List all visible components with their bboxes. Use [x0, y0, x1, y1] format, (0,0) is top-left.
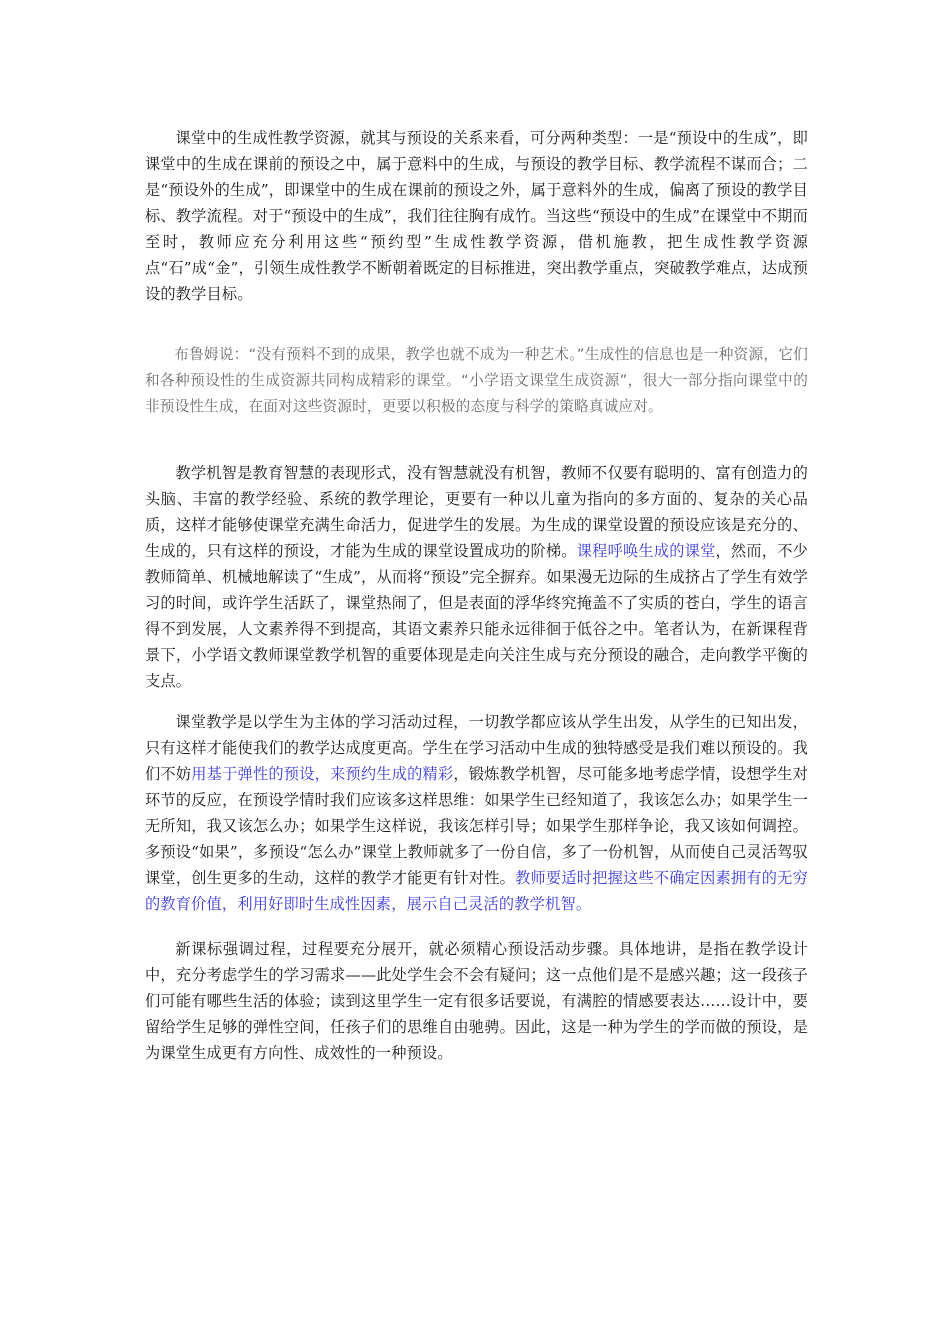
paragraph-student-centered: [145, 709, 808, 917]
link-teaching-value[interactable]: 教师要适时把握这些不确定因素拥有的无穷的教育价值，利用好即时生成性因素，展示自己灵活的教学机智。: [145, 869, 808, 913]
paragraph-new-curriculum: 新课标强调过程，过程要充分展开，就必须精心预设活动步骤。具体地讲，是指在教学设计中，充分考虑学生的学习需求——此处学生会不会有疑问；这一点他们是不是感兴趣；这一段孩子们可能有哪些生活的体验；读到这里学生一定有很多话要说，有满腔的情感要表达……设计中，要留给学生足够的弹性空间，任孩子们的思维自由驰骋。因此，这是一种为学生的学而做的预设，是为课堂生成更有方向性、成效性的一种预设。: [145, 940, 808, 1062]
paragraph-generative-resources: 课堂中的生成性教学资源，就其与预设的关系来看，可分两种类型：一是“预设中的生成”，即课堂中的生成在课前的预设之中，属于意料中的生成，与预设的教学目标、教学流程不谋而合；二是“预设外的生成”，即课堂中的生成在课前的预设之外，属于意料外的生成，偏离了预设的教学目标、教学流程。对于“预设中的生成”，我们往往胸有成竹。当这些“预设中的生成”在课堂中不期而至时，教师应充分利用这些“预约型”生成性教学资源，借机施教，把生成性教学资源点“石”成“金”，引领生成性教学不断朝着既定的目标推进，突出教学重点，突破教学难点，达成预设的教学目标。: [145, 129, 808, 303]
paragraph-text: 教学机智是教育智慧的表现形式，没有智慧就没有机智，教师不仅要有聪明的、富有创造力的头脑、丰富的教学经验、系统的教学理论，更要有一种以儿童为指向的多方面的、复杂的关心品质，这样才能够使课堂充满生命活力，促进学生的发展。为生成的课堂设置的预设应该是充分的、生成的，只有这样的预设，才能为生成的课堂设置成功的阶梯。: [145, 464, 808, 560]
paragraph-bloom-quote: 布鲁姆说：“没有预料不到的成果，教学也就不成为一种艺术。”生成性的信息也是一种资源，它们和各种预设性的生成资源共同构成精彩的课堂。“小学语文课堂生成资源”，很大一部分指向课堂中的非预设性生成，在面对这些资源时，更要以积极的态度与科学的策略真诚应对。: [145, 346, 808, 415]
link-generative-classroom[interactable]: 课程呼唤生成的课堂: [576, 542, 716, 560]
link-flexible-presetting[interactable]: 用基于弹性的预设，来预约生成的精彩: [191, 765, 454, 783]
paragraph-text: 课堂教学是以学生为主体的学习活动过程，一切教学都应该从学生出发，从学生的已知出发，只有这样才能使我们的教学达成度更高。学生在学习活动中生成的独特感受是我们难以预设的。我们不妨: [145, 713, 808, 783]
paragraph-text: ，锻炼教学机智，尽可能多地考虑学情，设想学生对环节的反应，在预设学情时我们应该多这样思维：如果学生已经知道了，我该怎么办；如果学生一无所知，我又该怎么办；如果学生这样说，我该怎样引导；如果学生那样争论，我又该如何调控。多预设“如果”，多预设“怎么办”课堂上教师就多了一份自信，多了一份机智，从而使自己灵活驾驭课堂，创生更多的生动，这样的教学才能更有针对性。: [145, 765, 808, 887]
paragraph-teaching-wisdom: [145, 460, 808, 694]
paragraph-text: ，然而，不少教师简单、机械地解读了“生成”，从而将“预设”完全摒弃。如果漫无边际的生成挤占了学生有效学习的时间，或许学生活跃了，课堂热闹了，但是表面的浮华终究掩盖不了实质的苍白，学生的语言得不到发展，人文素养得不到提高，其语文素养只能永远徘徊于低谷之中。笔者认为，在新课程背景下，小学语文教师课堂教学机智的重要体现是走向关注生成与充分预设的融合，走向教学平衡的支点。: [145, 542, 808, 690]
